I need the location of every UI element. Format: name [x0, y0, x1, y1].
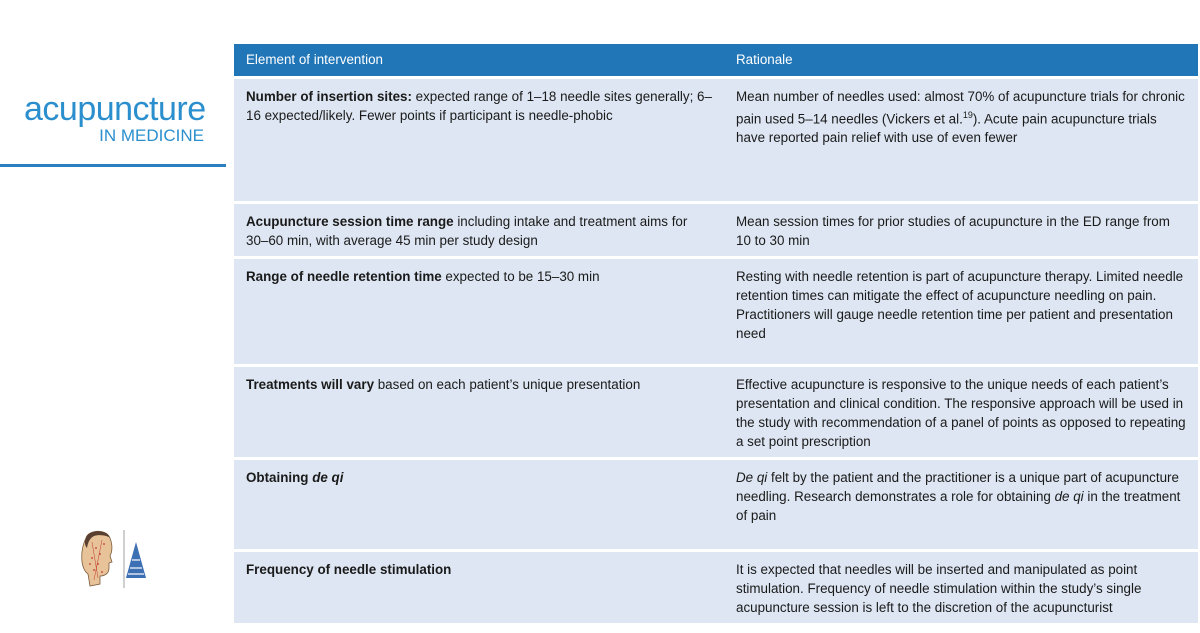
cover-icons: [72, 528, 152, 592]
rationale-italic: De qi: [736, 470, 768, 485]
element-bold: Acupuncture session time range: [246, 214, 454, 229]
logo-main-text: acupuncture: [24, 90, 206, 128]
table-header-row: [234, 44, 1198, 78]
acupuncture-head-icon: [72, 528, 152, 592]
element-bold: Frequency of needle stimulation: [246, 562, 452, 577]
element-cell: [234, 203, 724, 258]
rationale-cell: [724, 78, 1198, 203]
intervention-table: [234, 44, 1198, 626]
rationale-cell: Effective acupuncture is responsive to the unique needs of each patient’s presentation and clinical condition. The responsive approach will be used in the study with recommendation of a panel of points as opposed to repeating a set point prescription: [724, 366, 1198, 459]
table-row: [234, 551, 1198, 625]
element-bold: Treatments will vary: [246, 377, 375, 392]
pyramid-icon: [126, 542, 146, 578]
element-text: based on each patient’s unique presentation: [374, 377, 641, 392]
logo-divider: [0, 164, 226, 167]
rationale-cell: It is expected that needles will be inserted and manipulated as point stimulation. Frequency of needle stimulation within the study’s single acupuncture session is left to the discretion of the acupuncturist: [724, 551, 1198, 625]
rationale-cell: Mean session times for prior studies of acupuncture in the ED range from 10 to 30 min: [724, 203, 1198, 258]
rationale-text: Mean number of needles used: almost 70% of acupuncture trials for chronic pain used 5–14 needles (Vickers et al.: [736, 89, 1185, 127]
element-cell: [234, 258, 724, 366]
rationale-cell: Resting with needle retention is part of acupuncture therapy. Limited needle retention times can mitigate the effect of acupuncture needling on pain. Practitioners will gauge needle retention time per patient and presentation need: [724, 258, 1198, 366]
rationale-italic: de qi: [1054, 489, 1084, 504]
rationale-cell: [724, 459, 1198, 551]
table-row: [234, 203, 1198, 258]
citation-superscript: 19: [962, 110, 973, 120]
rationale-text-cont: ). Acute pain acupuncture trials have reported pain relief with use of even fewer: [736, 111, 1157, 146]
column-header-element: Element of intervention: [234, 44, 724, 78]
element-cell: [234, 366, 724, 459]
element-text: expected range of 1–18 needle sites generally; 6–16 expected/likely. Fewer points if participant is needle-phobic: [246, 89, 712, 123]
element-cell: [234, 78, 724, 203]
table-row: [234, 366, 1198, 459]
element-bold: Range of needle retention time: [246, 269, 442, 284]
table-row: [234, 78, 1198, 203]
table-row: [234, 459, 1198, 551]
column-header-rationale: Rationale: [724, 44, 1198, 78]
rationale-text-end: in the treatment of pain: [736, 489, 1181, 523]
element-bold: Number of insertion sites:: [246, 89, 412, 104]
journal-logo: [24, 92, 204, 146]
element-text: expected to be 15–30 min: [441, 269, 600, 284]
table-row: [234, 258, 1198, 366]
element-cell: [234, 551, 724, 625]
rationale-text: felt by the patient and the practitioner is a unique part of acupuncture needling. Research demonstrates a role for obtaining: [736, 470, 1179, 504]
logo-sub-text: IN MEDICINE: [99, 126, 204, 145]
element-cell: [234, 459, 724, 551]
element-bold: Obtaining: [246, 470, 313, 485]
element-bold-italic: de qi: [312, 470, 344, 485]
element-text: including intake and treatment aims for 30–60 min, with average 45 min per study design: [246, 214, 688, 248]
